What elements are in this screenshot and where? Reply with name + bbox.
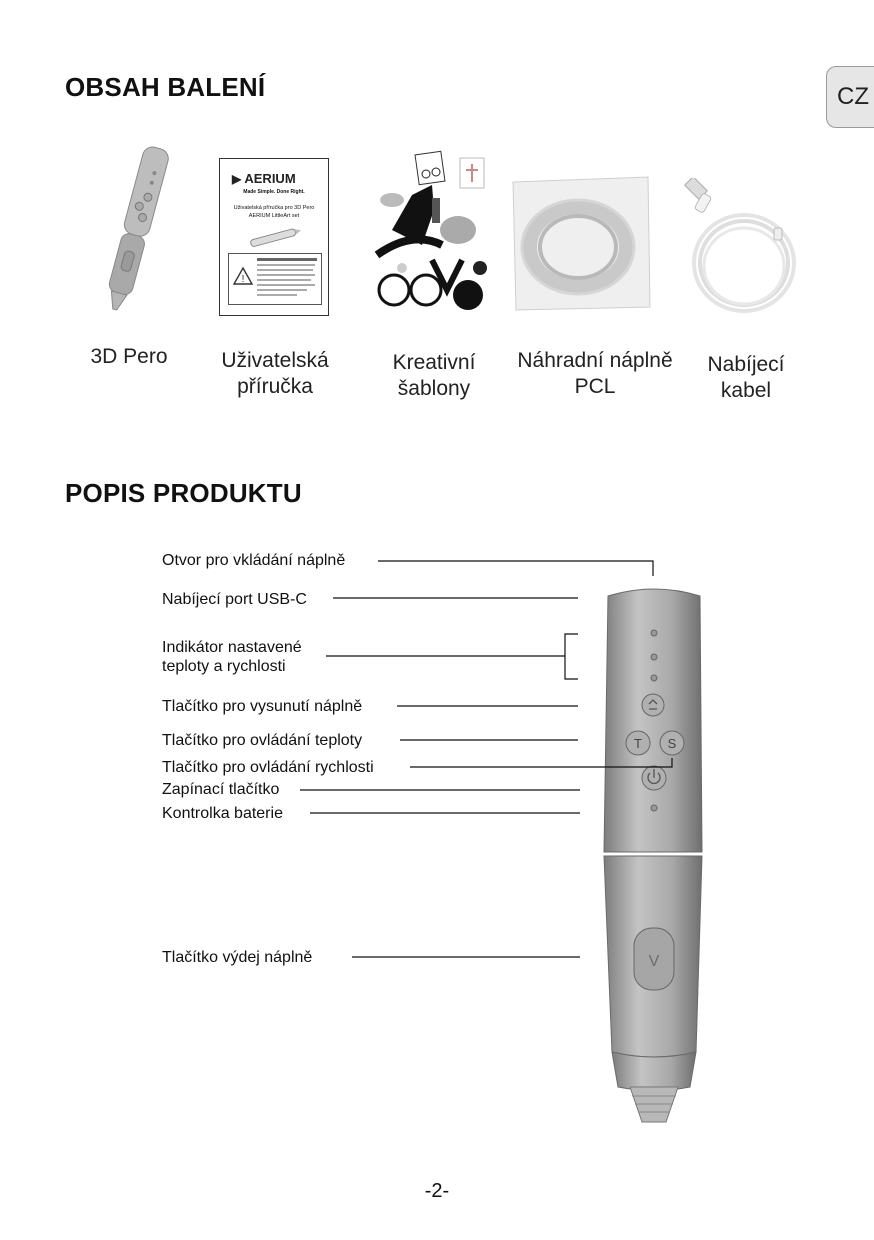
item-label-manual: Uživatelská příručka	[221, 349, 329, 398]
manual-brand: AERIUM	[244, 171, 296, 186]
callout-power-button: Zapínací tlačítko	[162, 781, 280, 798]
aerium-logo-icon: ▶	[232, 172, 242, 186]
svg-text:!: !	[241, 274, 245, 285]
callout-eject-button: Tlačítko pro vysunutí náplně	[162, 698, 363, 715]
temp-button-label: T	[634, 736, 642, 751]
manual-tagline: Made Simple. Done Right.	[243, 189, 305, 195]
callout-speed-button: Tlačítko pro ovládání rychlosti	[162, 759, 374, 776]
item-label-cable: Nabíjecí kabel	[707, 353, 785, 402]
language-tab[interactable]: CZ	[826, 66, 874, 128]
speed-button-label: S	[667, 736, 677, 751]
callout-feed-button: Tlačítko výdej náplně	[162, 949, 313, 966]
item-label-pen: 3D Pero	[90, 345, 168, 368]
description-heading: POPIS PRODUKTU	[65, 478, 302, 508]
item-label-refills: Náhradní náplně PCL	[517, 349, 673, 398]
item-label-templates: Kreativní šablony	[392, 351, 476, 400]
callout-usb-port: Nabíjecí port USB-C	[162, 591, 307, 608]
callout-indicator: Indikátor nastavené teploty a rychlosti	[162, 639, 302, 675]
contents-heading: OBSAH BALENÍ	[65, 72, 266, 102]
callout-battery-light: Kontrolka baterie	[162, 805, 283, 822]
manual-subtitle-1: Uživatelská příručka pro 3D Pero	[233, 205, 315, 211]
manual-subtitle-2: AERIUM LittleArt set	[248, 213, 300, 219]
callout-temp-button: Tlačítko pro ovládání teploty	[162, 732, 363, 749]
page-number: -2-	[424, 1180, 450, 1202]
callout-fill-hole: Otvor pro vkládání náplně	[162, 552, 346, 569]
feed-button-label: V	[648, 953, 660, 970]
